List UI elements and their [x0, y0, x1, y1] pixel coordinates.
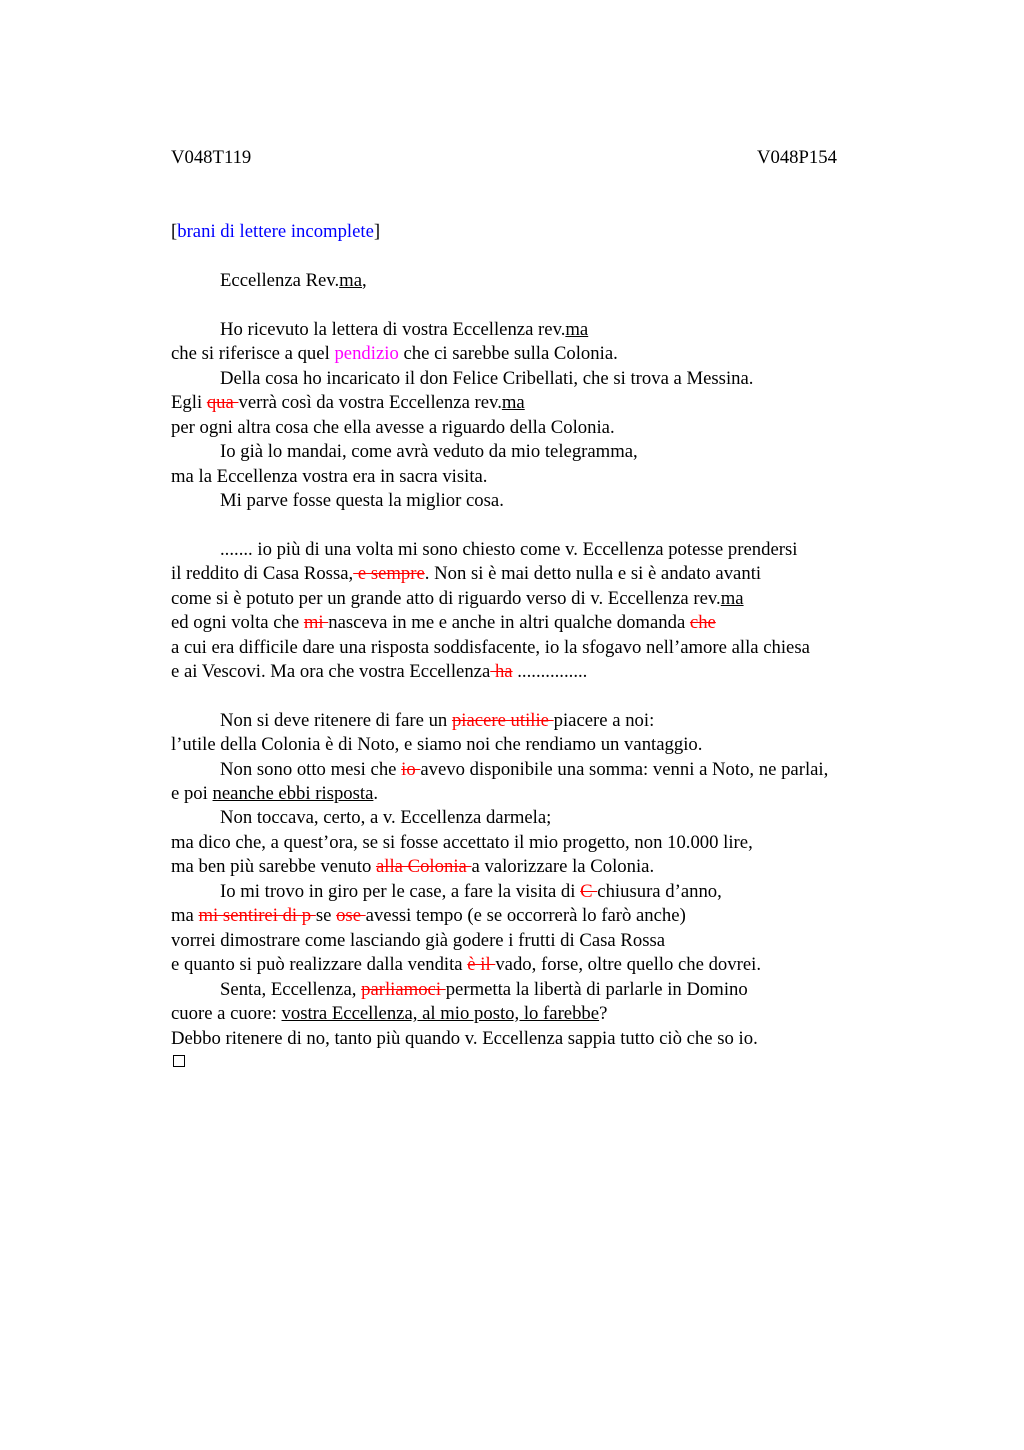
deleted-text: parliamoci: [361, 979, 446, 1000]
deleted-text: che: [689, 612, 716, 633]
text-line: ed ogni volta che mi nasceva in me e anche in altri qualche domanda che: [171, 612, 716, 633]
text-line: vorrei dimostrare come lasciando già godere i frutti di Casa Rossa: [171, 930, 666, 951]
deleted-text: io: [401, 759, 421, 780]
text-line: Io già lo mandai, come avrà veduto da mio telegramma,: [220, 441, 638, 462]
text-line: e ai Vescovi. Ma ora che vostra Eccellenza ha ...............: [171, 661, 588, 682]
text-line: il reddito di Casa Rossa, e sempre. Non si è mai detto nulla e si è andato avanti: [171, 563, 762, 584]
text-line: l’utile della Colonia è di Noto, e siamo noi che rendiamo un vantaggio.: [171, 734, 703, 755]
section-heading: [brani di lettere incomplete]: [171, 221, 381, 242]
text-line: ....... io più di una volta mi sono chiesto come v. Eccellenza potesse prendersi: [220, 539, 798, 560]
text-line: ma la Eccellenza vostra era in sacra visita.: [171, 466, 488, 487]
text-line: ma mi sentirei di p se ose avessi tempo (e se occorrerà lo farò anche): [171, 905, 686, 926]
end-square-icon: [173, 1055, 185, 1067]
deleted-text: mi sentirei di p: [198, 905, 316, 926]
deleted-text: ha: [490, 661, 513, 682]
underlined-text: neanche ebbi risposta: [212, 783, 374, 804]
text-line: e poi neanche ebbi risposta.: [171, 783, 379, 804]
text-line: a cui era difficile dare una risposta soddisfacente, io la sfogavo nell’amore alla chiesa: [171, 637, 810, 658]
section-heading-link: brani di lettere incomplete: [177, 221, 374, 242]
text-line: Ho ricevuto la lettera di vostra Eccellenza rev.ma: [220, 319, 589, 340]
text-line: Non si deve ritenere di fare un piacere utilie piacere a noi:: [220, 710, 655, 731]
deleted-text: piacere utilie: [451, 710, 554, 731]
text-line: cuore a cuore: vostra Eccellenza, al mio posto, lo farebbe?: [171, 1003, 608, 1024]
text-line: Della cosa ho incaricato il don Felice Cribellati, che si trova a Messina.: [220, 368, 754, 389]
text-line: Non sono otto mesi che io avevo disponibile una somma: venni a Noto, ne parlai,: [220, 759, 829, 780]
text-line: Mi parve fosse questa la miglior cosa.: [220, 490, 504, 511]
text-line: Egli qua verrà così da vostra Eccellenza rev.ma: [171, 392, 525, 413]
text-line: e quanto si può realizzare dalla vendita è il vado, forse, oltre quello che dovrei.: [171, 954, 761, 975]
deleted-text: ose: [336, 905, 366, 926]
text-line: ma ben più sarebbe venuto alla Colonia a valorizzare la Colonia.: [171, 856, 655, 877]
text-line: Non toccava, certo, a v. Eccellenza darmela;: [220, 807, 552, 828]
header-left-code: V048T119: [171, 147, 252, 168]
header-right-code: V048P154: [757, 147, 837, 168]
underlined-text: vostra Eccellenza, al mio posto, lo farebbe: [281, 1003, 600, 1024]
text-line: ma dico che, a quest’ora, se si fosse accettato il mio progetto, non 10.000 lire,: [171, 832, 753, 853]
deleted-text: e sempre: [353, 563, 425, 584]
highlighted-word: pendizio: [334, 343, 399, 364]
deleted-text: mi: [303, 612, 329, 633]
deleted-text: alla Colonia: [375, 856, 472, 877]
deleted-text: qua: [206, 392, 239, 413]
text-line: Debbo ritenere di no, tanto più quando v. Eccellenza sappia tutto ciò che so io.: [171, 1028, 758, 1049]
text-line: come si è potuto per un grande atto di riguardo verso di v. Eccellenza rev.ma: [171, 588, 744, 609]
salutation: Eccellenza Rev.ma,: [220, 270, 367, 291]
text-line: Io mi trovo in giro per le case, a fare la visita di C chiusura d’anno,: [220, 881, 722, 902]
text-line: che si riferisce a quel pendizio che ci sarebbe sulla Colonia.: [171, 343, 618, 364]
deleted-text: C: [580, 881, 598, 902]
text-line: Senta, Eccellenza, parliamoci permetta la libertà di parlarle in Domino: [220, 979, 748, 1000]
deleted-text: è il: [467, 954, 496, 975]
text-line: per ogni altra cosa che ella avesse a riguardo della Colonia.: [171, 417, 615, 438]
